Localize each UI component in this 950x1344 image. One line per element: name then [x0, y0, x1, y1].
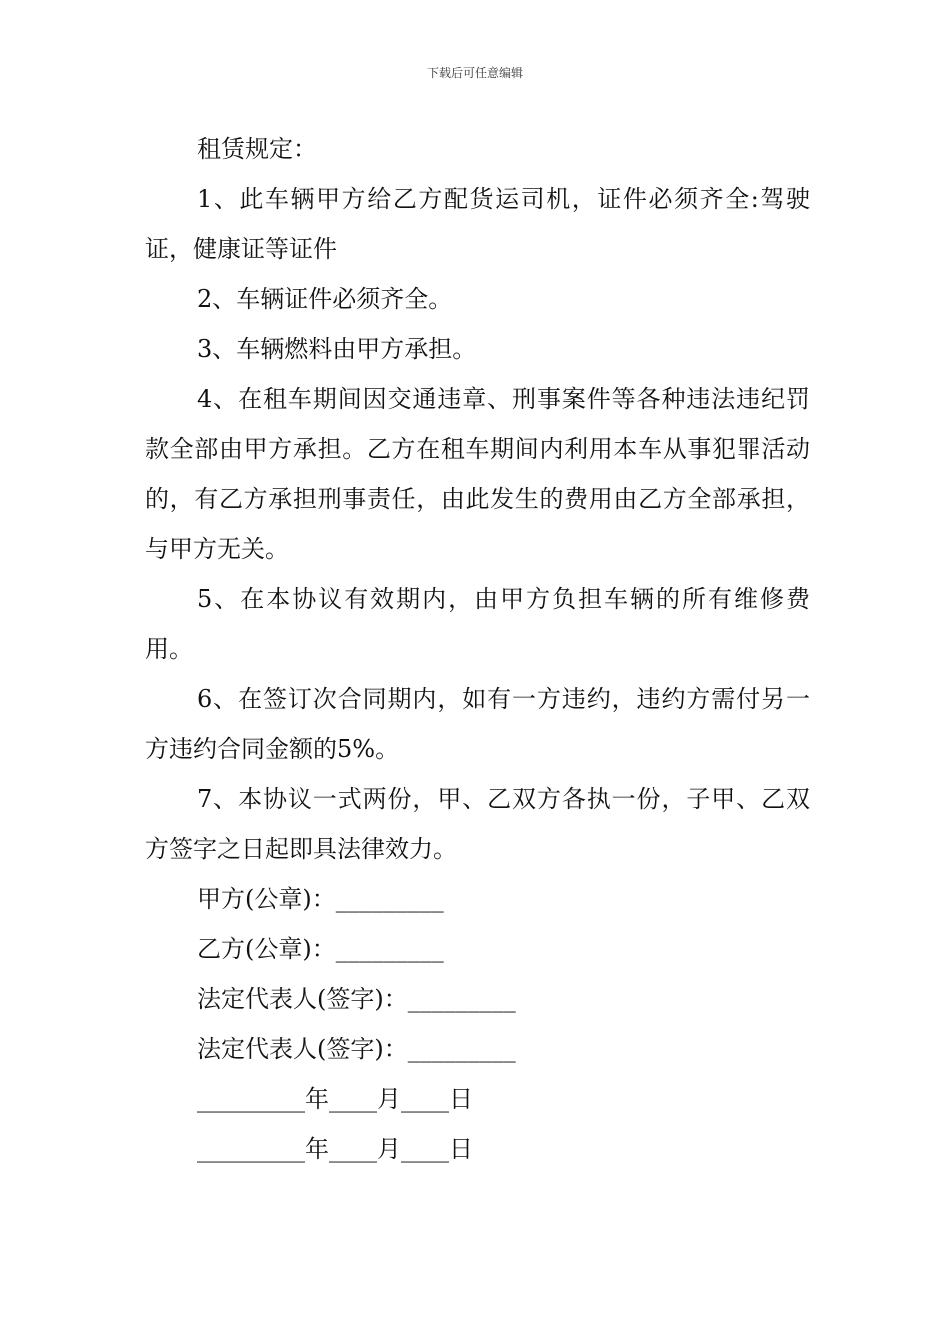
- date-line-2: _________年____月____日: [197, 1135, 473, 1163]
- party-a-seal-line: 甲方(公章)：_________: [197, 885, 444, 913]
- party-b-seal-line: 乙方(公章)：_________: [197, 935, 444, 963]
- page-header-note: 下载后可任意编辑: [426, 66, 523, 80]
- section-heading: 租赁规定：: [197, 135, 317, 163]
- clause-7: 7、本协议一式两份，甲、乙双方各执一份，子甲、乙双方签字之日起即具法律效力。: [145, 785, 810, 863]
- legal-rep-signature-line-1: 法定代表人(签字)：_________: [197, 985, 516, 1013]
- legal-rep-signature-line-2: 法定代表人(签字)：_________: [197, 1035, 516, 1063]
- clause-2: 2、车辆证件必须齐全。: [197, 285, 453, 313]
- clause-6: 6、在签订次合同期内，如有一方违约，违约方需付另一方违约合同金额的5%。: [145, 685, 810, 763]
- clause-5: 5、在本协议有效期内，由甲方负担车辆的所有维修费用。: [145, 585, 810, 663]
- clause-1: 1、此车辆甲方给乙方配货运司机，证件必须齐全:驾驶证，健康证等证件: [145, 185, 810, 263]
- document-body: [145, 124, 810, 1174]
- clause-4: 4、在租车期间因交通违章、刑事案件等各种违法违纪罚款全部由甲方承担。乙方在租车期间内利用本车从事犯罪活动的，有乙方承担刑事责任，由此发生的费用由乙方全部承担，与甲方无关。: [145, 385, 810, 563]
- date-line-1: _________年____月____日: [197, 1085, 473, 1113]
- clause-3: 3、车辆燃料由甲方承担。: [197, 335, 477, 363]
